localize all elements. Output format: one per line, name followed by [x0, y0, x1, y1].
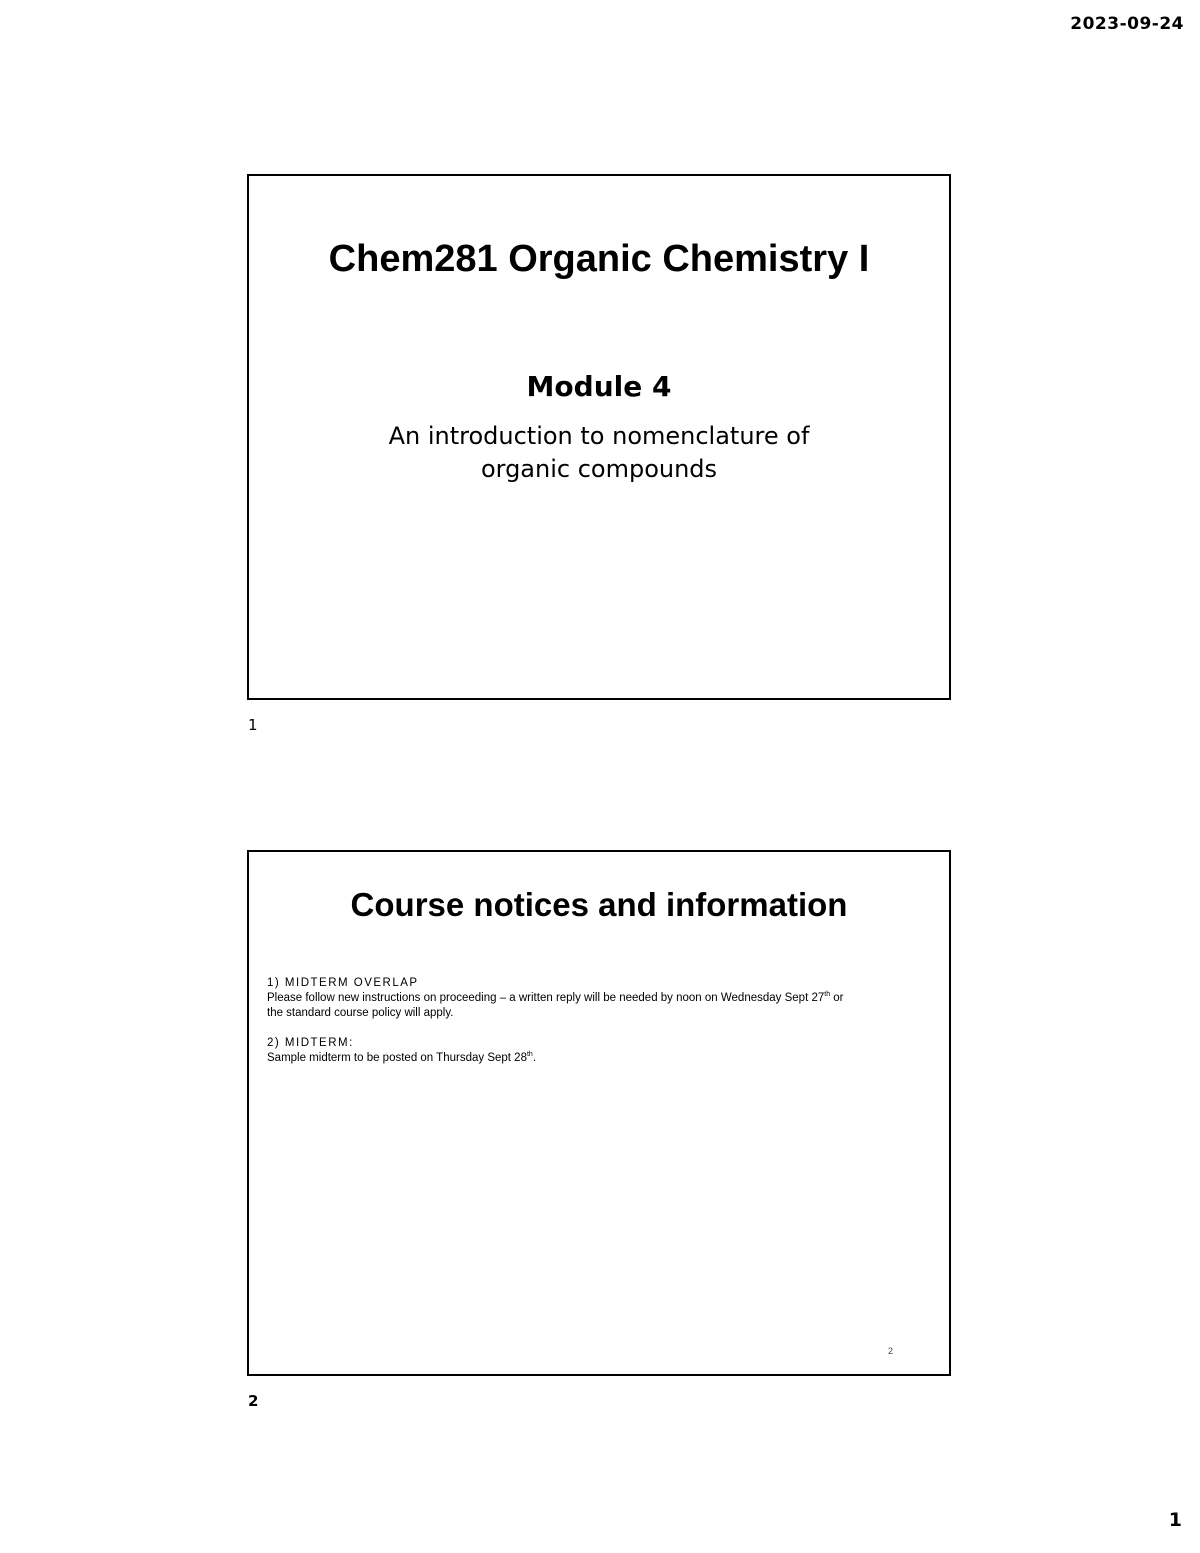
- page-number: 1: [1168, 1509, 1182, 1531]
- slide-2-label: 2: [248, 1392, 259, 1410]
- slide-1-subtitle: [249, 420, 949, 486]
- slide-2: [247, 850, 951, 1376]
- slide-2-body: [267, 976, 931, 1066]
- slide-1-module: Module 4: [526, 370, 672, 403]
- slide-1: [247, 174, 951, 700]
- slide-1-title: Chem281 Organic Chemistry I: [328, 238, 870, 280]
- slide-1-subtitle-line2: organic compounds: [480, 455, 718, 483]
- item1-heading: 1) MIDTERM OVERLAP: [267, 977, 419, 989]
- slide-1-subtitle-line1: An introduction to nomenclature of: [388, 422, 810, 450]
- item1-text: Please follow new instructions on proceeding – a written reply will be needed by noon on Wednesday Sept 27th or: [267, 991, 844, 1004]
- slide-1-label: 1: [248, 716, 258, 734]
- slide-2-title: Course notices and information: [350, 886, 848, 923]
- slide-2-inner-number: 2: [887, 1346, 893, 1356]
- item1-text-cont: the standard course policy will apply.: [267, 1007, 454, 1019]
- header-date: 2023-09-24: [1070, 14, 1184, 34]
- item2-heading: 2) MIDTERM:: [267, 1037, 354, 1049]
- item2-text: Sample midterm to be posted on Thursday Sept 28th.: [267, 1051, 537, 1064]
